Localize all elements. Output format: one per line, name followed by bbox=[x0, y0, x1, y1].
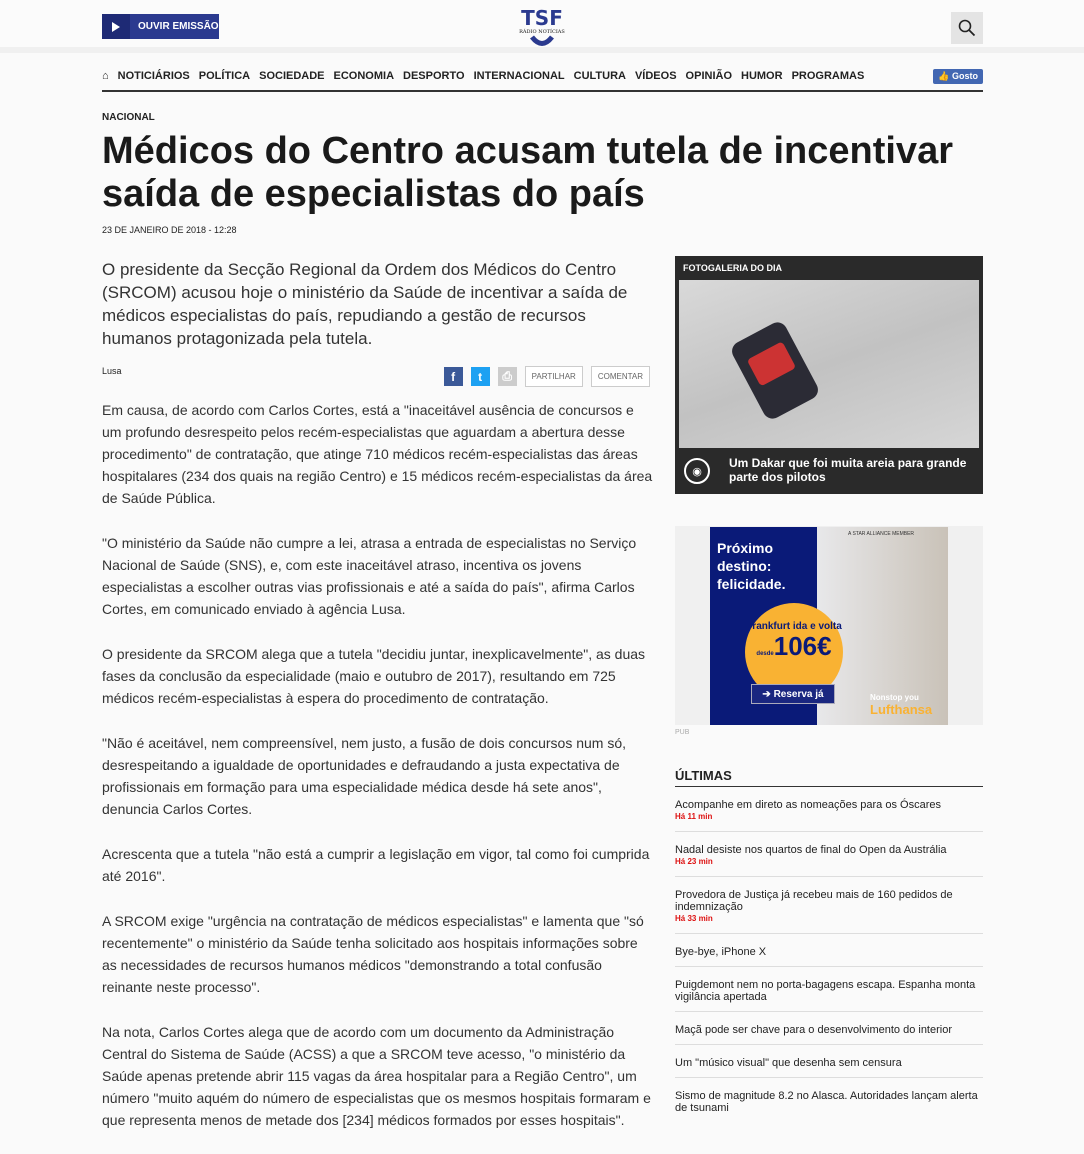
nav-item[interactable]: HUMOR bbox=[741, 70, 783, 82]
item-text: Sismo de magnitude 8.2 no Alasca. Autoridades lançam alerta de tsunami bbox=[675, 1090, 978, 1114]
lufthansa-ad[interactable] bbox=[710, 527, 948, 725]
facebook-like-button[interactable]: 👍 Gosto bbox=[933, 69, 983, 84]
nav-item[interactable]: VÍDEOS bbox=[634, 70, 677, 82]
item-text: Acompanhe em direto as nomeações para os Óscares bbox=[675, 799, 941, 811]
share-button[interactable]: PARTILHAR bbox=[525, 366, 583, 387]
paragraph: Na nota, Carlos Cortes alega que de acordo com um documento da Administração Central do Sistema de Saúde (ACSS) a que a SRCOM teve acesso, "o ministério da Saúde apenas pretende abrir 115 vagas da área hospitalar para a Região Centro", um número "muito aquém do número de especialistas que os mesmos hospitais formaram e que representa menos de metade dos [234] médicos formados por esses hospitais". bbox=[102, 1024, 651, 1128]
latest-news bbox=[675, 768, 983, 1122]
gallery-title: FOTOGALERIA DO DIA bbox=[683, 263, 782, 273]
comment-button[interactable]: COMENTAR bbox=[591, 366, 650, 387]
item-text: Maçã pode ser chave para o desenvolvimento do interior bbox=[675, 1024, 952, 1036]
photo-gallery[interactable] bbox=[675, 256, 983, 494]
gallery-photo[interactable] bbox=[679, 280, 979, 448]
item-text: Um "músico visual" que desenha sem censura bbox=[675, 1057, 902, 1069]
article-meta bbox=[102, 362, 654, 387]
rally-car-image bbox=[729, 319, 822, 422]
nav-item[interactable]: CULTURA bbox=[573, 70, 626, 82]
listen-live-button[interactable]: OUVIR EMISSÃO bbox=[102, 14, 219, 39]
ad-price: 106€ bbox=[773, 631, 832, 661]
ad-brand bbox=[870, 693, 932, 717]
home-icon[interactable]: ⌂ bbox=[102, 70, 109, 82]
thumbs-up-icon: 👍 bbox=[938, 70, 950, 81]
ad-headline: Próximo destino: felicidade. bbox=[717, 540, 786, 592]
paragraph: Acrescenta que a tutela "não está a cumprir a legislação em vigor, tal como foi cumprida até 2016". bbox=[102, 846, 650, 884]
nav-item[interactable]: PROGRAMAS bbox=[791, 70, 865, 82]
svg-text:TSF: TSF bbox=[521, 6, 563, 30]
list-item[interactable] bbox=[675, 787, 983, 832]
ad-brand-name: Lufthansa bbox=[870, 702, 933, 717]
share-bar bbox=[444, 366, 650, 387]
item-time: Há 23 min bbox=[675, 857, 713, 866]
tsf-logo[interactable] bbox=[514, 6, 570, 46]
ad-cta-label: Reserva já bbox=[773, 688, 824, 700]
gallery-caption[interactable]: Um Dakar que foi muita areia para grande parte dos pilotos bbox=[729, 456, 967, 484]
article-body bbox=[102, 399, 654, 1131]
item-text: Puigdemont nem no porta-bagagens escapa. Espanha monta vigilância apertada bbox=[675, 979, 976, 1003]
nav-item[interactable]: ECONOMIA bbox=[333, 70, 395, 82]
top-bar bbox=[0, 0, 1084, 53]
paragraph: "O ministério da Saúde não cumpre a lei, atrasa a entrada de especialistas no Serviço Nacional de Saúde (SNS), e, com este inaceitável atraso, incentiva os jovens especialistas a escolher outras vias profissionais e até a saída do país", afirma Carlos Cortes, em comunicado enviado à agência Lusa. bbox=[102, 535, 637, 617]
paragraph: Em causa, de acordo com Carlos Cortes, está a "inaceitável ausência de concursos e um profundo desrespeito pelos recém-especialistas que aguardam a abertura desse procedimento" de contratação, que atinge 710 médicos recém-especialistas das áreas hospitalares (234 dos quais na região Centro) e 15 médicos recém-especialistas da área de Saúde Pública. bbox=[102, 402, 653, 506]
item-text: Provedora de Justiça já recebeu mais de 160 pedidos de indemnização bbox=[675, 889, 953, 913]
item-time: Há 33 min bbox=[675, 914, 713, 923]
ad-cta-button[interactable]: ➔ Reserva já bbox=[751, 684, 835, 704]
ad-alliance: A STAR ALLIANCE MEMBER bbox=[848, 531, 915, 537]
camera-icon: ◉ bbox=[684, 458, 710, 484]
list-item[interactable] bbox=[675, 967, 983, 1012]
list-item[interactable] bbox=[675, 934, 983, 967]
item-text: Bye-bye, iPhone X bbox=[675, 946, 767, 958]
section-label[interactable]: NACIONAL bbox=[102, 112, 155, 123]
svg-text:RÁDIO NOTÍCIAS: RÁDIO NOTÍCIAS bbox=[519, 29, 565, 35]
article-date: 23 DE JANEIRO DE 2018 - 12:28 bbox=[102, 225, 237, 235]
advertisement[interactable] bbox=[675, 526, 983, 725]
facebook-share-icon[interactable]: f bbox=[444, 367, 463, 386]
list-item[interactable] bbox=[675, 1012, 983, 1045]
list-item[interactable] bbox=[675, 1045, 983, 1078]
nav-item[interactable]: INTERNACIONAL bbox=[473, 70, 565, 82]
play-icon bbox=[102, 14, 130, 39]
ad-label: PUB bbox=[675, 729, 690, 736]
nav-item[interactable]: OPINIÃO bbox=[685, 70, 732, 82]
article-lead: O presidente da Secção Regional da Ordem dos Médicos do Centro (SRCOM) acusou hoje o ministério da Saúde de incentivar a saída de médicos especialistas do país, repudiando a gestão de recursos humanos protagonizada pela tutela. bbox=[102, 260, 628, 348]
paragraph: "Não é aceitável, nem compreensível, nem justo, a fusão de dois concursos num só, desrespeitando a igualdade de oportunidades e defraudando a justa expectativa de profissionais em formação para uma especialidade médica desde há sete anos", denuncia Carlos Cortes. bbox=[102, 735, 627, 817]
ad-from: desde bbox=[756, 651, 774, 657]
print-icon[interactable]: ⎙ bbox=[498, 367, 517, 386]
paragraph: A SRCOM exige "urgência na contratação de médicos especialistas" e lamenta que "só recentemente" o ministério da Saúde tenha solicitado aos hospitais informações sobre as necessidades de recursos humanos médicos "demonstrando a total confusão reinante neste processo". bbox=[102, 913, 644, 995]
item-time: Há 11 min bbox=[675, 812, 713, 821]
nav-item[interactable]: DESPORTO bbox=[403, 70, 465, 82]
main-nav bbox=[102, 66, 983, 92]
list-item[interactable] bbox=[675, 877, 983, 934]
item-text: Nadal desiste nos quartos de final do Open da Austrália bbox=[675, 844, 947, 856]
list-item[interactable] bbox=[675, 1078, 983, 1122]
latest-title: ÚLTIMAS bbox=[675, 768, 983, 787]
paragraph: O presidente da SRCOM alega que a tutela "decidiu juntar, inexplicavelmente", as duas fases da conclusão da especialidade (maio e outubro de 2017), resultando em 725 médicos recém-especialistas à espera do procedimento de contratação. bbox=[102, 646, 646, 706]
article-author: Lusa bbox=[102, 366, 122, 376]
nav-item[interactable]: NOTICIÁRIOS bbox=[117, 70, 190, 82]
twitter-share-icon[interactable]: t bbox=[471, 367, 490, 386]
search-button[interactable] bbox=[951, 12, 983, 44]
ad-tagline: Nonstop you bbox=[870, 693, 919, 702]
list-item[interactable] bbox=[675, 832, 983, 877]
ad-offer-text: Frankfurt ida e volta bbox=[746, 621, 842, 632]
nav-item[interactable]: SOCIEDADE bbox=[259, 70, 325, 82]
nav-item[interactable]: POLÍTICA bbox=[198, 70, 251, 82]
search-icon bbox=[958, 19, 976, 37]
article-title: Médicos do Centro acusam tutela de incentivar saída de especialistas do país bbox=[102, 130, 953, 215]
